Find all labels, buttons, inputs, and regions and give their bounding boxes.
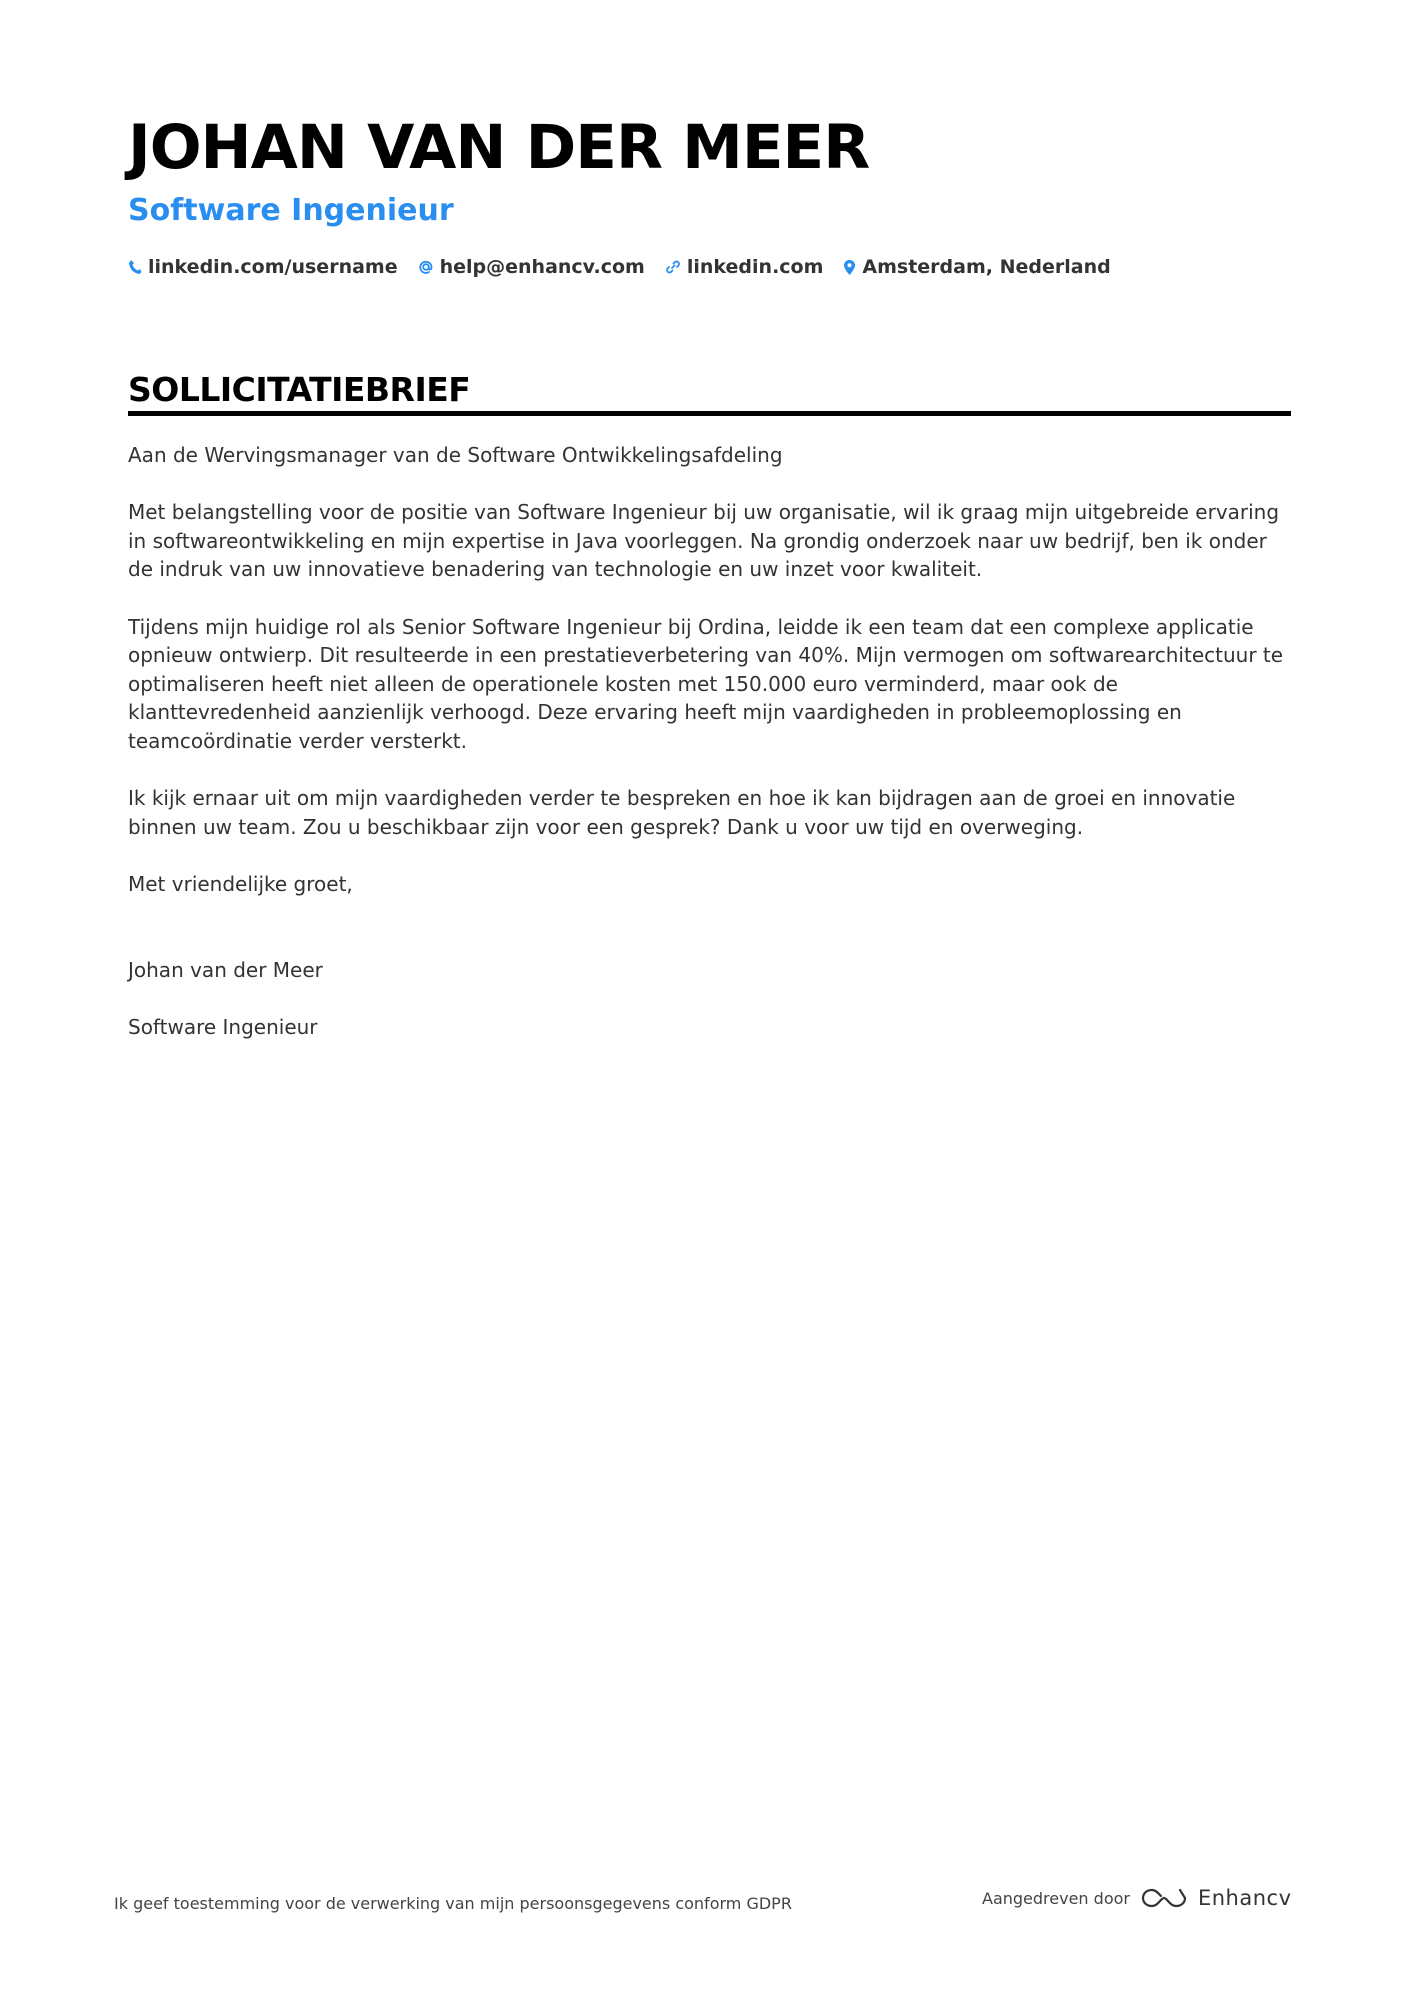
- applicant-name: JOHAN VAN DER MEER: [128, 112, 870, 183]
- signature-title: Software Ingenieur: [128, 1014, 318, 1039]
- contact-email[interactable]: [418, 254, 645, 280]
- phone-icon: [128, 259, 142, 275]
- letter-paragraph: Met belangstelling voor de positie van Software Ingenieur bij uw organisatie, wil ik graag mijn uitgebreide ervaring in softwareontwikkeling en mijn expertise in Java voorleggen. Na grondig onderzoek naar uw bedrijf, ben ik onder de indruk van uw innovatieve benadering van technologie en uw inzet voor kwaliteit.: [128, 500, 1280, 582]
- contact-email-text: help@enhancv.com: [439, 256, 645, 278]
- letter-body: [128, 441, 1291, 1070]
- contact-link-text: linkedin.com: [686, 256, 824, 278]
- enhancv-logo-icon: [1140, 1885, 1188, 1911]
- gdpr-consent: Ik geef toestemming voor de verwerking van mijn persoonsgegevens conform GDPR: [114, 1894, 792, 1913]
- section-title: SOLLICITATIEBRIEF: [128, 370, 471, 409]
- powered-by[interactable]: [982, 1885, 1292, 1911]
- contact-location-text: Amsterdam, Nederland: [862, 256, 1111, 278]
- section-divider: [128, 411, 1291, 416]
- contact-bar: [128, 254, 1111, 280]
- contact-link[interactable]: [665, 254, 824, 280]
- at-icon: [418, 259, 434, 275]
- powered-by-label: Aangedreven door: [982, 1888, 1130, 1908]
- letter-salutation: Aan de Wervingsmanager van de Software Ontwikkelingsafdeling: [128, 443, 783, 467]
- contact-phone[interactable]: [128, 254, 398, 280]
- enhancv-brand: Enhancv: [1197, 1886, 1292, 1910]
- location-pin-icon: [843, 259, 856, 276]
- letter-paragraph: Ik kijk ernaar uit om mijn vaardigheden verder te bespreken en hoe ik kan bijdragen aan de groei en innovatie binnen uw team. Zou u beschikbaar zijn voor een gesprek? Dank u voor uw tijd en overweging.: [128, 786, 1236, 839]
- contact-location: [843, 254, 1110, 280]
- letter-paragraph: Tijdens mijn huidige rol als Senior Software Ingenieur bij Ordina, leidde ik een team dat een complexe applicatie opnieuw ontwierp. Dit resulteerde in een prestatieverbetering van 40%. Mijn vermogen om softwarearchitectuur te optimaliseren heeft niet alleen de operationele kosten met 150.000 euro verminderd, maar ook de klanttevredenheid aanzienlijk verhoogd. Deze ervaring heeft mijn vaardigheden in probleemoplossing en teamcoördinatie verder versterkt.: [128, 614, 1284, 753]
- signature-name: Johan van der Meer: [128, 957, 323, 982]
- link-icon: [665, 259, 681, 275]
- contact-phone-text: linkedin.com/username: [148, 256, 398, 278]
- applicant-role: Software Ingenieur: [128, 193, 454, 228]
- letter-closing: Met vriendelijke groet,: [128, 871, 353, 896]
